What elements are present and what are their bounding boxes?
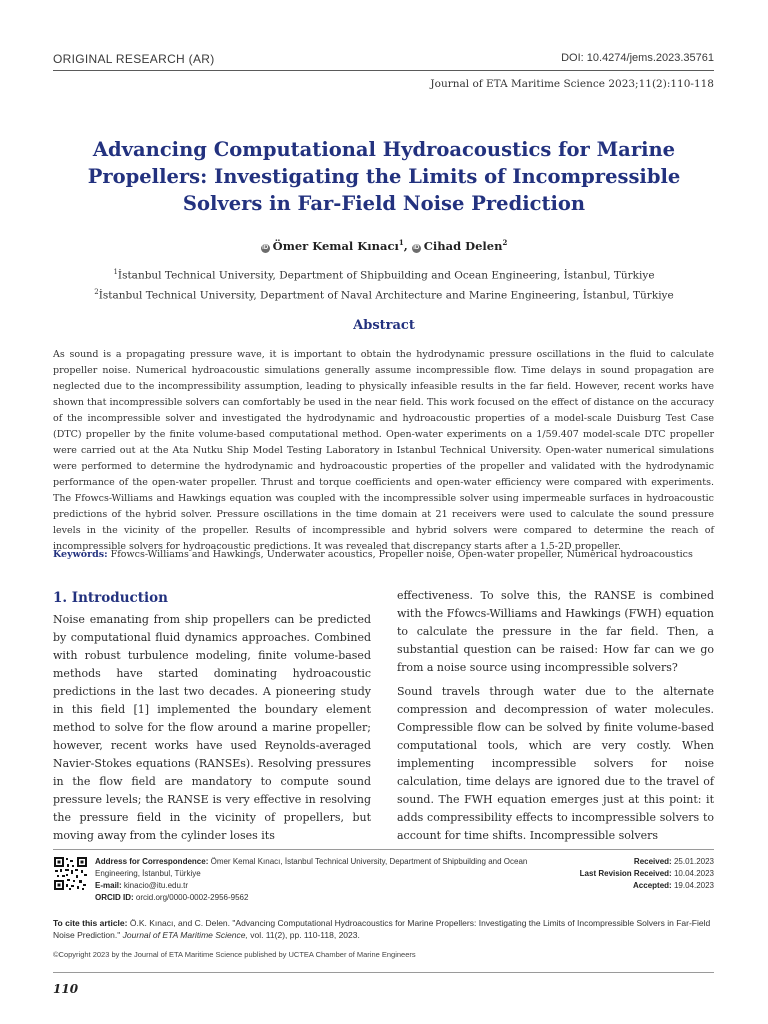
doi-label[interactable]: DOI: 10.4274/jems.2023.35761 [561,52,714,64]
received-label: Received: [633,857,672,866]
dates-block [524,856,714,892]
author-affiliation-mark: 2 [502,238,508,247]
revision-date [524,868,714,880]
section-heading: 1. Introduction [53,590,168,606]
revision-label: Last Revision Received: [579,869,672,878]
correspondence-block [95,856,555,904]
accepted-label: Accepted: [633,881,672,890]
affiliation-text: İstanbul Technical University, Department of Naval Architecture and Marine Engineering, İstanbul, Türkiye [98,289,674,302]
accepted-date [524,880,714,892]
citation-label: To cite this article: [53,918,128,928]
article-title: Advancing Computational Hydroacoustics for Marine Propellers: Investigating the Limits of Incompressible Solvers in Far-Field Noise Prediction [87,138,681,215]
revision-value: 10.04.2023 [673,869,714,878]
orcid-icon[interactable]: iD [413,244,420,251]
affiliation-1 [0,268,768,282]
correspondence-address [95,856,555,880]
citation-journal: Journal of ETA Maritime Science, [122,930,248,940]
citation-block [53,917,714,941]
left-column [53,590,371,845]
orcid-link[interactable]: orcid.org/0000-0002-2956-9562 [135,893,249,902]
author-affiliation-mark: 1 [398,238,404,247]
affiliation-mark: 2 [94,288,99,296]
copyright-notice: ©Copyright 2023 by the Journal of ETA Maritime Science published by UCTEA Chamber of Marine Engineers [53,950,416,959]
email-link[interactable]: kinacio@itu.edu.tr [123,881,189,890]
keywords-text: Ffowcs-Williams and Hawkings, Underwater acoustics, Propeller noise, Open-water propeller, Numerical hydroacoustics [110,549,693,560]
bottom-divider [53,972,714,973]
correspondence-orcid [95,892,555,904]
keywords-line [53,549,714,560]
body-paragraph: effectiveness. To solve this, the RANSE is combined with the Ffowcs-Williams and Hawkings (FWH) equation to calculate the pressure in the far field. Then, a substantial question can be raised: How far can we go from a noise source using incompressible solvers? [397,589,714,674]
header-divider [53,70,714,71]
right-column [397,587,714,845]
accepted-value: 19.04.2023 [673,881,714,890]
author-name: Cihad Delen [423,238,503,253]
body-paragraph: Noise emanating from ship propellers can be predicted by computational fluid dynamics approaches. Combined with robust turbulence modeling, finite volume-based methods have started dominating hydroacoustic predictions in the last two decades. A pioneering study in this field [1] implemented the boundary element method to solve for the flow around a marine propeller; however, recent works have used Reynolds-averaged Navier-Stokes equations (RANSEs). Resolving pressures in the flow field are mandatory to compute sound pressure levels; the RANSE is very effective in resolving the pressure field in the vicinity of propellers, but moving away from the cylinder loses its [53,613,371,842]
citation-tail: vol. 11(2), pp. 110-118, 2023. [250,930,360,940]
page-number: 110 [53,982,79,996]
correspondence-label: Address for Correspondence: [95,857,209,866]
affiliation-2 [0,288,768,302]
orcid-icon[interactable]: iD [262,244,269,251]
correspondence-text: Ömer Kemal Kınacı, İstanbul Technical University, Department of Shipbuilding and Ocean Engineering, İstanbul, Türkiye [95,857,528,878]
citation-text: Ö.K. Kınacı, and C. Delen. "Advancing Computational Hydroacoustics for Marine Propellers: Investigating the Limits of Incompressible Solvers in Far-Field Noise Prediction." [53,918,711,940]
author-list: iD Ömer Kemal Kınacı$^1$, iD Cihad Delen$^2$ [262,238,508,253]
correspondence-email [95,880,555,892]
qr-code-icon [53,856,88,891]
orcid-label: ORCID ID: [95,893,134,902]
keywords-label: Keywords: [53,549,108,560]
journal-citation-header: Journal of ETA Maritime Science 2023;11(2):110-118 [430,78,714,90]
received-date [524,856,714,868]
author-name: Ömer Kemal Kınacı [272,238,399,253]
article-type-label: ORIGINAL RESEARCH (AR) [53,52,215,66]
body-paragraph: Sound travels through water due to the alternate compression and decompression of water molecules. Compressible flow can be solved by finite volume-based computational tools, which are very costly. When implementing incompressible solvers for noise calculation, time delays are ignored due to the travel of sound. The FWH equation emerges just at this point: it adds compressibility effects to incompressible solvers to account for time shifts. Incompressible solvers [397,685,714,842]
email-label: E-mail: [95,881,122,890]
footer-divider [53,849,714,850]
abstract-heading: Abstract [353,318,415,333]
affiliation-mark: 1 [113,268,118,276]
abstract-body: As sound is a propagating pressure wave, it is important to obtain the hydrodynamic pressure oscillations in the fluid to calculate propeller noise. Numerical hydroacoustic simulations generally assume incompressible flow. Time delays in sound propagation are neglected due to the incompressibility assumption, leading to physically infeasible results in the far field. However, recent works have shown that incompressible solvers can comfortably be used in the near field. This work focused on the effect of distance on the accuracy of the incompressible solver and investigated the hydrodynamic and hydroacoustic properties of a model-scale Duisburg Test Case (DTC) propeller by the finite volume-based computational method. Open-water experiments on a 1/59.407 model-scale DTC propeller were carried out at the Ata Nutku Ship Model Testing Laboratory in Istanbul Technical University. Open-water numerical simulations were performed to determine the hydrodynamic and hydroacoustic properties of the propeller and validated with the hydrodynamic performance of the open-water propeller. Thrust and torque coefficients and open-water efficiency were compared with experiments. The Ffowcs-Williams and Hawkings equation was coupled with the incompressible solver using impermeable surfaces in hydroacoustic predictions of the hybrid solver. Pressure oscillations in the time domain at 21 receivers were used to calculate the sound pressure levels in the vicinity of the propeller. Results of incompressible and hybrid solvers were compared to determine the reach of incompressible solvers for hydroacoustic predictions. It was revealed that discrepancy starts after a 1.5-2D propeller. [53,349,714,552]
received-value: 25.01.2023 [673,857,714,866]
affiliation-text: İstanbul Technical University, Department of Shipbuilding and Ocean Engineering, İstanbul, Türkiye [117,269,655,282]
